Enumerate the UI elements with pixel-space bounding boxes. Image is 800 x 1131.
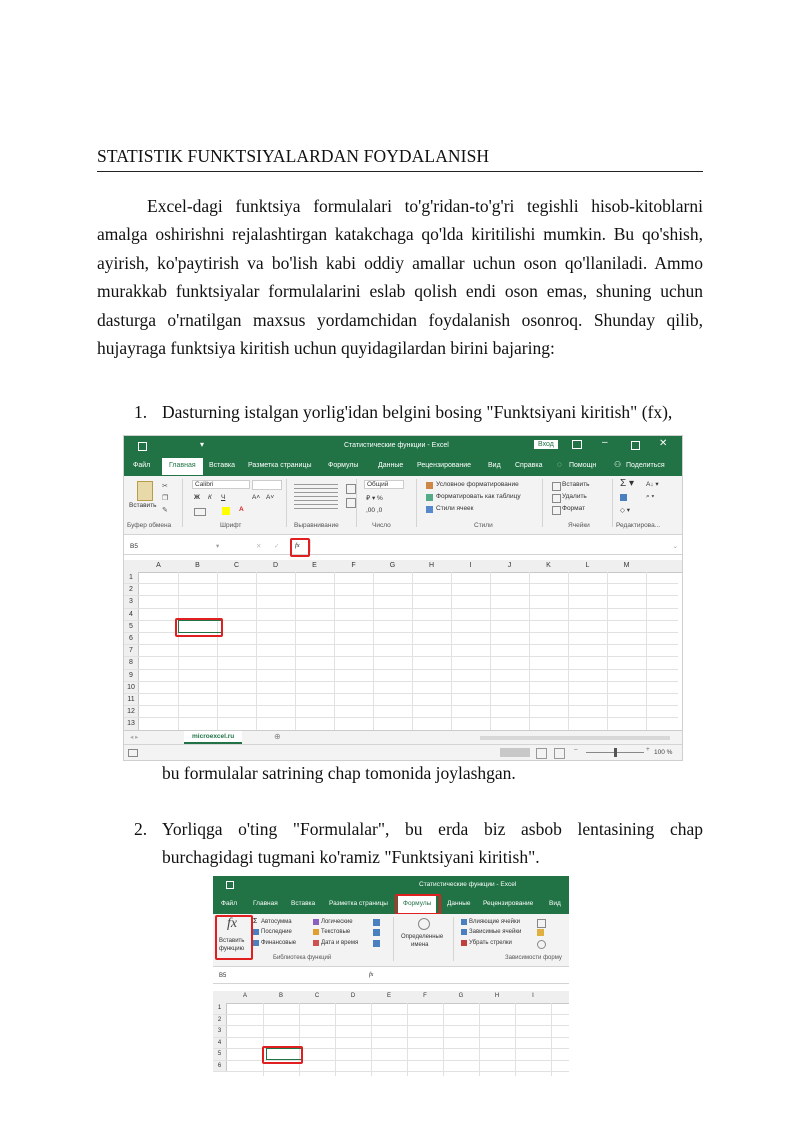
name-manager-icon bbox=[418, 918, 430, 930]
column-header[interactable]: E bbox=[386, 993, 391, 999]
column-header[interactable]: C bbox=[233, 562, 240, 569]
math-icon[interactable] bbox=[373, 929, 380, 936]
row-header[interactable]: 6 bbox=[213, 1061, 227, 1073]
step-1-text: Dasturning istalgan yorlig'idan belgini bosing "Funktsiyani kiritish" (fx), bbox=[162, 402, 673, 422]
evaluate-icon[interactable] bbox=[537, 940, 546, 949]
row-header[interactable]: 5 bbox=[124, 621, 139, 633]
row-header[interactable]: 4 bbox=[124, 609, 139, 621]
ribbon-display-icon[interactable] bbox=[572, 440, 582, 449]
format-painter-icon[interactable]: ✎ bbox=[162, 507, 168, 514]
step-1-number: 1. bbox=[134, 402, 148, 422]
quick-access-chevron-icon[interactable]: ▾ bbox=[200, 440, 205, 449]
grid-row-line bbox=[124, 681, 678, 682]
copy-icon[interactable]: ❐ bbox=[162, 495, 169, 502]
column-header[interactable]: I bbox=[532, 993, 534, 999]
logical-icon bbox=[313, 919, 319, 925]
grow-font-button[interactable]: A˄ bbox=[252, 494, 261, 501]
confirm-entry-icon[interactable]: ✓ bbox=[274, 543, 280, 550]
step-1-caption: bu formulalar satrining chap tomonida joylashgan. bbox=[162, 763, 516, 783]
expand-formula-icon[interactable]: ⌄ bbox=[672, 543, 678, 550]
underline-button[interactable]: Ч bbox=[221, 494, 226, 501]
remove-arrows-button[interactable]: Убрать стрелки bbox=[469, 940, 512, 946]
column-header[interactable]: D bbox=[272, 562, 279, 569]
formula-bar bbox=[124, 540, 682, 555]
trace-dependents-button[interactable]: Зависимые ячейки bbox=[469, 929, 522, 935]
zoom-out-icon[interactable]: – bbox=[574, 746, 578, 753]
cut-icon[interactable]: ✂ bbox=[162, 483, 168, 490]
sheet-nav-icon[interactable]: ◂ ▸ bbox=[130, 734, 139, 741]
group-alignment: Выравнивание bbox=[294, 522, 339, 529]
text-button[interactable]: Текстовые bbox=[321, 929, 351, 935]
column-header[interactable]: B bbox=[278, 993, 283, 999]
trace-dependents-icon bbox=[461, 929, 467, 935]
recent-icon bbox=[253, 929, 259, 935]
column-header[interactable]: H bbox=[494, 993, 500, 999]
format-cells-button[interactable]: Формат bbox=[562, 505, 586, 512]
zoom-in-icon[interactable]: + bbox=[646, 746, 650, 753]
group-cells: Ячейки bbox=[568, 522, 590, 529]
error-check-icon[interactable] bbox=[537, 929, 544, 936]
title-bar-2 bbox=[213, 876, 569, 894]
group-number: Число bbox=[372, 522, 391, 529]
grid-row-line bbox=[213, 1071, 569, 1072]
worksheet-grid-2[interactable] bbox=[213, 1003, 569, 1076]
insert-cells-button[interactable]: Вставить bbox=[562, 481, 590, 488]
tab-home-2[interactable]: Главная bbox=[253, 900, 278, 907]
ribbon-formulas bbox=[213, 914, 569, 967]
group-editing: Редактирова... bbox=[616, 522, 661, 529]
group-formula-auditing: Зависимости форму bbox=[505, 955, 562, 961]
tab-file[interactable]: Файл bbox=[133, 462, 151, 469]
trace-precedents-icon bbox=[461, 919, 467, 925]
ribbon-tabs bbox=[124, 456, 682, 476]
conditional-format-button[interactable]: Условное форматирование bbox=[436, 481, 519, 488]
column-header[interactable]: F bbox=[351, 562, 356, 569]
tab-formulas[interactable]: Формулы bbox=[328, 462, 359, 469]
number-format-select[interactable]: Общий bbox=[364, 480, 404, 489]
name-box-2[interactable]: B5 bbox=[219, 973, 227, 979]
tab-data-2[interactable]: Данные bbox=[447, 900, 471, 907]
name-box-chevron-icon[interactable]: ▾ bbox=[216, 543, 220, 550]
grid-row-line bbox=[124, 656, 678, 657]
column-header[interactable]: A bbox=[242, 993, 247, 999]
column-header[interactable]: B bbox=[195, 562, 200, 569]
show-formulas-icon[interactable] bbox=[537, 919, 546, 928]
find-icon[interactable]: ⌕ ▾ bbox=[646, 493, 655, 500]
sort-filter-icon[interactable]: A↓ ▾ bbox=[646, 481, 659, 488]
autosum-button[interactable]: Автосумма bbox=[261, 919, 292, 925]
view-layout-icon[interactable] bbox=[536, 748, 547, 759]
cell-styles-icon bbox=[426, 506, 433, 513]
group-styles: Стили bbox=[474, 522, 493, 529]
tab-help[interactable]: Справка bbox=[515, 462, 543, 469]
tab-view-2[interactable]: Вид bbox=[549, 900, 561, 907]
section-heading: STATISTIK FUNKTSIYALARDAN FOYDALANISH bbox=[97, 146, 703, 172]
close-icon[interactable]: ✕ bbox=[659, 438, 668, 449]
tab-formulas-2[interactable]: Формулы bbox=[398, 896, 436, 913]
save-icon-2[interactable] bbox=[226, 881, 234, 889]
shrink-font-button[interactable]: A˅ bbox=[266, 494, 275, 501]
formula-bar-2 bbox=[213, 970, 569, 984]
delete-cells-icon bbox=[552, 494, 561, 503]
format-cells-icon bbox=[552, 506, 561, 515]
remove-arrows-icon bbox=[461, 940, 467, 946]
window-title-2: Статистические функции - Excel bbox=[419, 881, 517, 888]
trace-precedents-button[interactable]: Влияющие ячейки bbox=[469, 919, 520, 925]
horizontal-scrollbar[interactable] bbox=[480, 736, 670, 740]
column-header[interactable]: G bbox=[389, 562, 396, 569]
window-title: Статистические функции - Excel bbox=[344, 442, 449, 449]
row-header[interactable]: 12 bbox=[124, 706, 139, 718]
name-box[interactable]: B5 bbox=[130, 543, 138, 550]
delete-cells-button[interactable]: Удалить bbox=[562, 493, 587, 500]
add-sheet-icon[interactable]: ⊕ bbox=[274, 732, 281, 741]
intro-paragraph: Excel-dagi funktsiya formulalari to'g'ridan-to'g'ri tegishli hisob-kitoblarni amalga oshirishni rejalashtirgan katakchaga qo'lda kiritilishi mumkin. Bu qo'shish, ayirish, ko'paytirish va bo'lish kabi oddiy amallar uchun oson qo'llaniladi. Ammo murakkab funktsiyalar formulalarini eslab qolish endi oson emas, shuning uchun dasturga o'rnatilgan maxsus yordamchidan foydalanish osonroq. Shunday qilib, hujayraga funktsiya kiritish uchun quyidagilardan birini bajaring: bbox=[97, 196, 703, 359]
defined-names-label-1[interactable]: Определенные bbox=[401, 934, 444, 940]
autosum-icon[interactable]: Σ ▾ bbox=[620, 478, 634, 489]
font-size-select[interactable] bbox=[252, 480, 282, 490]
grid-row-line bbox=[124, 717, 678, 718]
ribbon-tabs-2 bbox=[213, 894, 569, 914]
group-function-library: Библиотека функций bbox=[273, 955, 332, 961]
italic-button[interactable]: К bbox=[208, 494, 212, 501]
share-icon: ⚇ bbox=[614, 460, 622, 469]
more-functions-icon[interactable] bbox=[373, 940, 380, 947]
row-header[interactable]: 2 bbox=[124, 584, 139, 596]
clipboard-icon bbox=[137, 481, 153, 501]
cell-styles-button[interactable]: Стили ячеек bbox=[436, 505, 474, 512]
cell-highlight-2 bbox=[262, 1046, 303, 1064]
ribbon-home bbox=[124, 476, 682, 535]
sheet-tab[interactable]: microexcel.ru bbox=[184, 731, 242, 744]
tab-page-layout[interactable]: Разметка страницы bbox=[248, 462, 312, 469]
column-header[interactable]: I bbox=[469, 562, 472, 569]
column-header[interactable]: F bbox=[423, 993, 427, 999]
wrap-text-icon[interactable] bbox=[346, 484, 356, 494]
grid-row-line bbox=[124, 705, 678, 706]
group-clipboard: Буфер обмена bbox=[127, 522, 172, 529]
tab-review[interactable]: Рецензирование bbox=[417, 462, 472, 469]
row-header[interactable]: 7 bbox=[124, 645, 139, 657]
row-header[interactable]: 6 bbox=[124, 633, 139, 645]
row-header[interactable]: 3 bbox=[213, 1026, 227, 1038]
row-header[interactable]: 11 bbox=[124, 694, 139, 706]
insert-cells-icon bbox=[552, 482, 561, 491]
autosum-icon-2: Σ bbox=[253, 918, 258, 925]
column-header[interactable]: E bbox=[312, 562, 317, 569]
step-2 bbox=[134, 815, 147, 843]
step-1 bbox=[134, 398, 147, 426]
merge-icon[interactable] bbox=[346, 498, 356, 508]
row-header[interactable]: 1 bbox=[124, 572, 139, 584]
minimize-icon[interactable]: – bbox=[602, 437, 608, 448]
column-header[interactable]: J bbox=[507, 562, 512, 569]
fx-highlight bbox=[290, 538, 310, 557]
column-header[interactable]: K bbox=[546, 562, 551, 569]
step-2-line2: burchagidagi tugmani ko'ramiz "Funktsiyani kiritish". bbox=[162, 847, 540, 867]
financial-button[interactable]: Финансовые bbox=[261, 940, 297, 946]
row-header[interactable]: 8 bbox=[124, 657, 139, 669]
row-header[interactable]: 9 bbox=[124, 670, 139, 682]
grid-row-line bbox=[124, 644, 678, 645]
row-header[interactable]: 5 bbox=[213, 1049, 227, 1061]
grid-row-line bbox=[124, 608, 678, 609]
excel-screenshot-home bbox=[123, 435, 683, 761]
row-header[interactable]: 10 bbox=[124, 682, 139, 694]
worksheet-grid[interactable] bbox=[124, 572, 678, 730]
grid-row-line bbox=[124, 693, 678, 694]
cancel-entry-icon[interactable]: ✕ bbox=[256, 543, 262, 550]
insert-function-label-2[interactable]: функцию bbox=[219, 946, 245, 952]
alignment-icons[interactable] bbox=[294, 481, 338, 511]
group-font: Шрифт bbox=[220, 522, 242, 529]
column-header[interactable]: C bbox=[314, 993, 320, 999]
clear-icon[interactable]: ◇ ▾ bbox=[620, 507, 631, 514]
grid-row-line bbox=[213, 1025, 569, 1026]
macro-icon[interactable] bbox=[128, 749, 138, 757]
step-2-number: 2. bbox=[134, 819, 148, 839]
insert-function-button[interactable]: fx bbox=[295, 542, 300, 549]
lookup-icon[interactable] bbox=[373, 919, 380, 926]
view-pagebreak-icon[interactable] bbox=[554, 748, 565, 759]
column-header[interactable]: L bbox=[585, 562, 590, 569]
column-header[interactable]: M bbox=[623, 562, 630, 569]
lightbulb-icon: ◌ bbox=[557, 460, 562, 469]
tab-insert[interactable]: Вставка bbox=[209, 462, 236, 469]
row-header[interactable]: 4 bbox=[213, 1038, 227, 1050]
recent-button[interactable]: Последние bbox=[261, 929, 292, 935]
grid-row-line bbox=[124, 669, 678, 670]
column-header[interactable]: A bbox=[156, 562, 161, 569]
insert-function-button-2[interactable]: fx bbox=[369, 972, 374, 978]
title-bar bbox=[124, 436, 682, 456]
fill-icon[interactable] bbox=[620, 494, 627, 501]
formulas-tab-highlight bbox=[395, 894, 441, 915]
font-name-select[interactable]: Calibri bbox=[192, 480, 250, 489]
grid-row-line bbox=[213, 1037, 569, 1038]
grid-row-line bbox=[213, 1014, 569, 1015]
step-2-line1: Yorliqga o'ting "Formulalar", bu erda biz asbob lentasining chap bbox=[162, 819, 703, 839]
row-header[interactable]: 13 bbox=[124, 718, 139, 730]
logical-button[interactable]: Логические bbox=[321, 919, 353, 925]
insert-function-highlight bbox=[215, 915, 253, 960]
datetime-button[interactable]: Дата и время bbox=[321, 940, 359, 946]
tab-home[interactable]: Главная bbox=[162, 458, 203, 475]
grid-row-line bbox=[124, 583, 678, 584]
tab-data[interactable]: Данные bbox=[378, 462, 404, 469]
text-icon bbox=[313, 929, 319, 935]
column-header[interactable]: D bbox=[350, 993, 356, 999]
paste-button[interactable]: Вставить bbox=[129, 502, 157, 509]
maximize-icon[interactable] bbox=[631, 441, 640, 450]
conditional-format-icon bbox=[426, 482, 433, 489]
decimal-buttons[interactable]: ,00 ,0 bbox=[366, 507, 383, 514]
tab-tell-me[interactable]: Помощн bbox=[569, 462, 597, 469]
login-button[interactable]: Вход bbox=[534, 440, 558, 449]
status-bar bbox=[124, 744, 682, 761]
row-header[interactable]: 3 bbox=[124, 596, 139, 608]
row-header[interactable]: 1 bbox=[213, 1003, 227, 1015]
tab-review-2[interactable]: Рецензирование bbox=[483, 900, 534, 907]
grid-row-line bbox=[124, 595, 678, 596]
share-button[interactable]: Поделиться bbox=[626, 462, 665, 469]
view-normal-icon[interactable] bbox=[500, 748, 530, 757]
excel-screenshot-formulas bbox=[213, 876, 569, 1076]
insert-function-label-1[interactable]: Вставить bbox=[219, 938, 245, 944]
financial-icon bbox=[253, 940, 259, 946]
tab-page-layout-2[interactable]: Разметка страницы bbox=[329, 900, 388, 907]
currency-button[interactable]: ₽ ▾ % bbox=[366, 495, 383, 502]
sheet-tab-bar bbox=[124, 730, 682, 745]
column-header[interactable]: H bbox=[428, 562, 435, 569]
borders-icon[interactable] bbox=[194, 508, 206, 516]
tab-file-2[interactable]: Файл bbox=[221, 900, 237, 907]
row-header[interactable]: 2 bbox=[213, 1015, 227, 1027]
column-header[interactable]: G bbox=[458, 993, 464, 999]
formula-input[interactable] bbox=[310, 540, 672, 552]
fill-color-icon[interactable] bbox=[222, 507, 230, 515]
font-color-button[interactable]: A bbox=[239, 506, 244, 513]
bold-button[interactable]: Ж bbox=[194, 494, 200, 501]
format-as-table-button[interactable]: Форматировать как таблицу bbox=[436, 493, 521, 500]
save-icon[interactable] bbox=[138, 442, 147, 451]
zoom-thumb[interactable] bbox=[614, 748, 617, 757]
format-table-icon bbox=[426, 494, 433, 501]
insert-function-icon: fx bbox=[227, 916, 238, 931]
zoom-level: 100 % bbox=[654, 749, 673, 756]
cell-highlight bbox=[175, 618, 223, 637]
tab-view[interactable]: Вид bbox=[488, 462, 501, 469]
tab-insert-2[interactable]: Вставка bbox=[291, 900, 316, 907]
datetime-icon bbox=[313, 940, 319, 946]
defined-names-label-2[interactable]: имена bbox=[411, 942, 429, 948]
